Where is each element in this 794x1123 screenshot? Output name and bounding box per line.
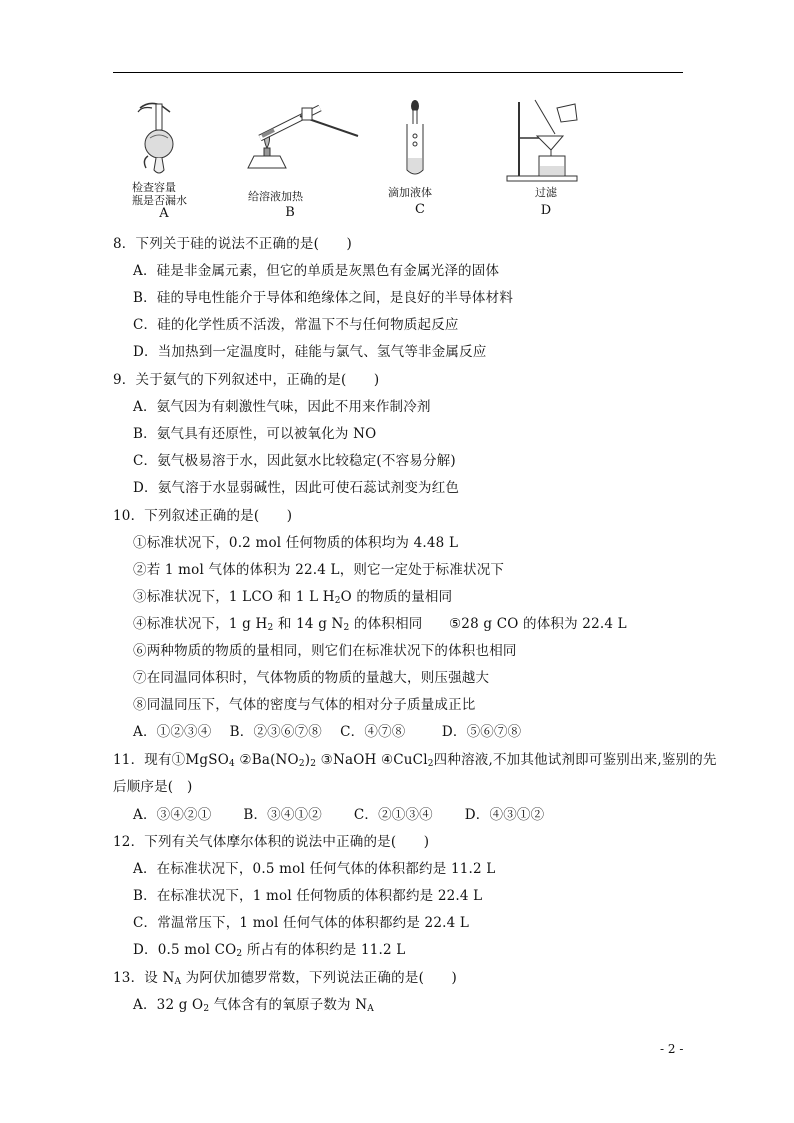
q10-statement-3: ③标准状况下，1 LCO 和 1 L $H_2O$ 的物质的量相同 <box>133 589 453 606</box>
figure-d-filtration <box>505 98 585 184</box>
q13-option-a: A．32 g $O_2$ 气体含有的氧原子数为 $N_A$ <box>133 997 374 1014</box>
q8-option-d: D．当加热到一定温度时，硅能与氯气、氢气等非金属反应 <box>133 344 487 360</box>
q9-option-a: A．氨气因为有刺激性气味，因此不用来作制冷剂 <box>133 399 431 415</box>
q10-statement-4: ④标准状况下，1 g $H_2$ 和 14 g $N_2$ 的体积相同 <box>133 616 423 633</box>
q9-option-c: C．氨气极易溶于水，因此氨水比较稳定(不容易分解) <box>133 453 456 469</box>
q11-stem: 11．现有①MgSO$_4$ $②Ba(NO_2)_2$ ③NaOH ④CuCl$_2$四种溶液,不加其他试剂即可鉴别出来,鉴别的先 <box>113 752 717 769</box>
q12-option-c: C．常温常压下，1 mol 任何气体的体积都约是 22.4 L <box>133 915 470 931</box>
q10-statement-5: ⑤28 g CO 的体积为 22.4 L <box>449 616 627 632</box>
figure-a-letter: A <box>159 206 169 221</box>
q9-option-d: D．氨气溶于水显弱碱性，因此可使石蕊试剂变为红色 <box>133 480 460 496</box>
q11-stem-line2: 后顺序是( ) <box>113 779 193 795</box>
q8-option-c: C．硅的化学性质不活泼，常温下不与任何物质起反应 <box>133 317 459 333</box>
q10-options: A．①②③④ B．②③⑥⑦⑧ C．④⑦⑧ D．⑤⑥⑦⑧ <box>133 724 522 740</box>
figure-a-caption-1: 检查容量 <box>132 181 176 194</box>
page-number: - 2 - <box>660 1042 684 1056</box>
figure-a-volumetric-flask <box>130 98 190 178</box>
q12-option-a: A．在标准状况下，0.5 mol 任何气体的体积都约是 11.2 L <box>133 861 496 877</box>
q10-statement-2: ②若 1 mol 气体的体积为 22.4 L，则它一定处于标准状况下 <box>133 562 505 578</box>
figure-c-caption: 滴加液体 <box>388 186 432 199</box>
q9-stem: 9．关于氨气的下列叙述中，正确的是( ) <box>113 372 380 388</box>
filtration-apparatus-illustration <box>505 98 585 184</box>
header-rule <box>113 72 683 73</box>
volumetric-flask-illustration <box>130 98 190 178</box>
q10-statement-7: ⑦在同温同体积时，气体物质的物质的量越大，则压强越大 <box>133 670 490 686</box>
q8-stem: 8．下列关于硅的说法不正确的是( ) <box>113 236 352 252</box>
test-tube-heating-illustration <box>240 98 365 178</box>
q10-statement-1: ①标准状况下，0.2 mol 任何物质的体积均为 4.48 L <box>133 535 459 551</box>
figure-b-letter: B <box>285 205 295 220</box>
q12-option-d: D．0.5 mol $CO_2$ 所占有的体积约是 11.2 L <box>133 942 406 959</box>
q13-stem: 13．设 $N_A$ 为阿伏加德罗常数，下列说法正确的是( ) <box>113 970 457 987</box>
q8-option-a: A．硅是非金属元素，但它的单质是灰黑色有金属光泽的固体 <box>133 263 500 279</box>
figure-b-caption: 给溶液加热 <box>248 190 303 203</box>
q10-statement-6: ⑥两种物质的物质的量相同，则它们在标准状况下的体积也相同 <box>133 643 517 659</box>
dropper-test-tube-illustration <box>400 98 430 178</box>
q10-statement-8: ⑧同温同压下，气体的密度与气体的相对分子质量成正比 <box>133 697 476 713</box>
q10-stem: 10．下列叙述正确的是( ) <box>113 508 293 524</box>
q12-option-b: B．在标准状况下，1 mol 任何物质的体积都约是 22.4 L <box>133 888 483 904</box>
figure-a-caption-2: 瓶是否漏水 <box>132 194 187 207</box>
q12-stem: 12．下列有关气体摩尔体积的说法中正确的是( ) <box>113 834 430 850</box>
figure-d-letter: D <box>540 203 552 218</box>
figure-d-caption: 过滤 <box>535 186 557 199</box>
q8-option-b: B．硅的导电性能介于导体和绝缘体之间，是良好的半导体材料 <box>133 290 514 306</box>
figure-c-dropping-liquid <box>400 98 430 178</box>
q9-option-b: B．氨气具有还原性，可以被氧化为 NO <box>133 426 377 442</box>
figure-b-heating-solution <box>240 98 365 178</box>
q11-options: A．③④②① B．③④①② C．②①③④ D．④③①② <box>133 807 545 823</box>
figure-c-letter: C <box>415 202 425 217</box>
